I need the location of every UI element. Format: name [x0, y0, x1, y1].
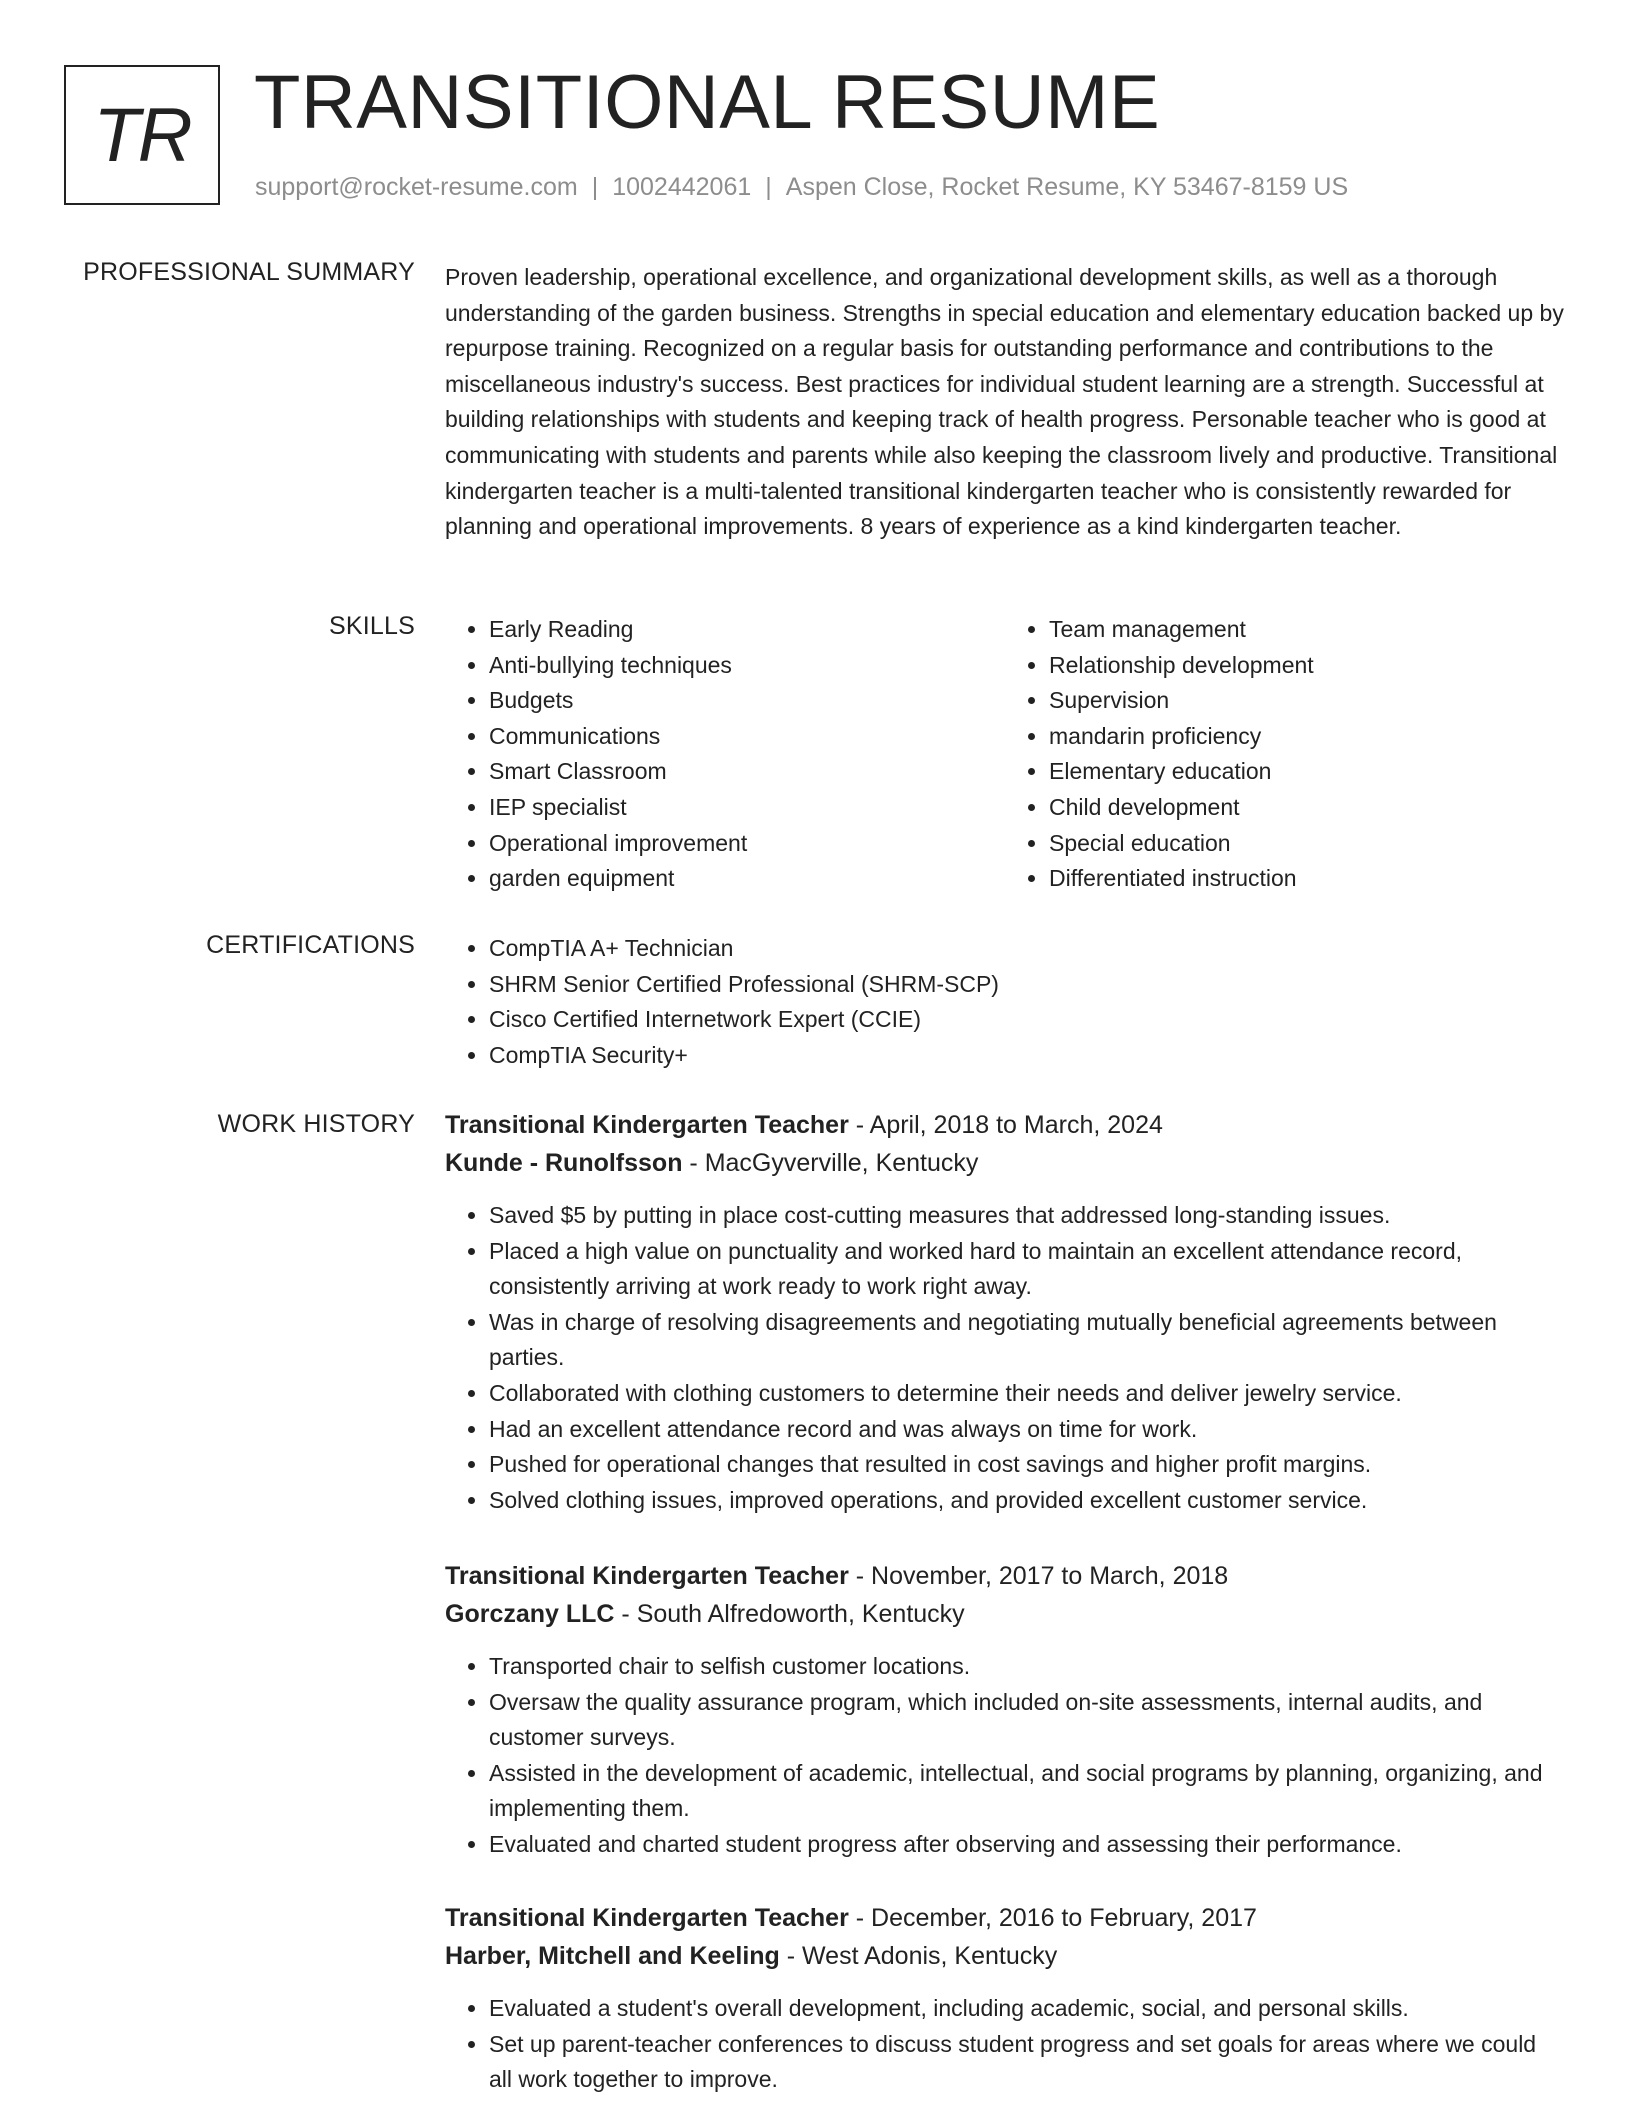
- job-location: - South Alfredoworth, Kentucky: [614, 1600, 965, 1628]
- list-item: • IEP specialist: [489, 790, 1005, 826]
- contact-address: Aspen Close, Rocket Resume, KY 53467-8159 US: [785, 173, 1349, 201]
- list-item: • Saved $5 by putting in place cost-cutting measures that addressed long-standing issues.: [489, 1198, 1565, 1234]
- job-dates: - December, 2016 to February, 2017: [848, 1904, 1257, 1932]
- job-location: - West Adonis, Kentucky: [779, 1942, 1058, 1970]
- job-company: Kunde - Runolfsson: [445, 1149, 683, 1177]
- list-item: • mandarin proficiency: [1049, 719, 1565, 755]
- list-item: • garden equipment: [489, 861, 1005, 897]
- list-item: • Early Reading: [489, 612, 1005, 648]
- skills-list-right: [1005, 612, 1565, 897]
- contact-email[interactable]: support@rocket-resume.com: [255, 173, 578, 201]
- contact-separator: |: [591, 173, 599, 201]
- list-item: • Oversaw the quality assurance program, which included on-site assessments, internal audits, and customer surveys.: [489, 1685, 1565, 1756]
- job-company: Harber, Mitchell and Keeling: [445, 1942, 780, 1970]
- list-item: • CompTIA A+ Technician: [489, 931, 1565, 967]
- list-item: • Evaluated and charted student progress after observing and assessing their performance.: [489, 1827, 1565, 1863]
- list-item: • Smart Classroom: [489, 754, 1005, 790]
- list-item: • Supervision: [1049, 683, 1565, 719]
- job-entry: [445, 1106, 1565, 1518]
- list-item: • Placed a high value on punctuality and worked hard to maintain an excellent attendance record, consistently arriving at work ready to work right away.: [489, 1234, 1565, 1305]
- job-title: Transitional Kindergarten Teacher: [445, 1562, 849, 1590]
- list-item: • CompTIA Security+: [489, 1038, 1565, 1074]
- contact-phone[interactable]: 1002442061: [612, 173, 752, 201]
- list-item: • Evaluated a student's overall development, including academic, social, and personal skills.: [489, 1991, 1565, 2027]
- job-title-line: [445, 1557, 1565, 1595]
- job-duties-list: [445, 1198, 1565, 1518]
- list-item: • Set up parent-teacher conferences to discuss student progress and set goals for areas where we could all work together to improve.: [489, 2027, 1565, 2098]
- list-item: • SHRM Senior Certified Professional (SHRM-SCP): [489, 967, 1565, 1003]
- list-item: • Differentiated instruction: [1049, 861, 1565, 897]
- contact-separator: |: [765, 173, 772, 201]
- job-location: - MacGyverville, Kentucky: [682, 1149, 979, 1177]
- resume-header: [64, 60, 1564, 215]
- job-dates: - April, 2018 to March, 2024: [848, 1111, 1163, 1139]
- list-item: • Was in charge of resolving disagreements and negotiating mutually beneficial agreements between parties.: [489, 1305, 1565, 1376]
- job-title: Transitional Kindergarten Teacher: [445, 1904, 849, 1932]
- contact-line: [255, 173, 1348, 202]
- section-label-work-history: WORK HISTORY: [217, 1110, 415, 1138]
- job-entry: [445, 1899, 1565, 2098]
- skills-list-left: [445, 612, 1005, 897]
- job-entry: [445, 1557, 1565, 1863]
- job-title: Transitional Kindergarten Teacher: [445, 1111, 849, 1139]
- list-item: • Had an excellent attendance record and was always on time for work.: [489, 1412, 1565, 1448]
- list-item: • Budgets: [489, 683, 1005, 719]
- certifications-list: [445, 931, 1565, 1073]
- list-item: • Relationship development: [1049, 648, 1565, 684]
- job-dates: - November, 2017 to March, 2018: [848, 1562, 1229, 1590]
- job-company: Gorczany LLC: [445, 1600, 615, 1628]
- list-item: • Elementary education: [1049, 754, 1565, 790]
- list-item: • Team management: [1049, 612, 1565, 648]
- monogram-badge: TR: [64, 65, 220, 205]
- list-item: • Cisco Certified Internetwork Expert (CCIE): [489, 1002, 1565, 1038]
- section-label-certifications: CERTIFICATIONS: [206, 931, 415, 959]
- list-item: • Communications: [489, 719, 1005, 755]
- list-item: • Transported chair to selfish customer locations.: [489, 1649, 1565, 1685]
- list-item: • Solved clothing issues, improved operations, and provided excellent customer service.: [489, 1483, 1565, 1519]
- job-company-line: [445, 1144, 1565, 1182]
- job-company-line: [445, 1937, 1565, 1975]
- job-title-line: [445, 1899, 1565, 1937]
- list-item: • Special education: [1049, 826, 1565, 862]
- list-item: • Pushed for operational changes that resulted in cost savings and higher profit margins.: [489, 1447, 1565, 1483]
- list-item: • Assisted in the development of academic, intellectual, and social programs by planning, organizing, and implementing them.: [489, 1756, 1565, 1827]
- resume-title: TRANSITIONAL RESUME: [254, 60, 1161, 145]
- job-duties-list: [445, 1649, 1565, 1863]
- list-item: • Anti-bullying techniques: [489, 648, 1005, 684]
- section-label-skills: SKILLS: [329, 612, 415, 640]
- section-label-summary: PROFESSIONAL SUMMARY: [83, 258, 415, 286]
- list-item: • Collaborated with clothing customers to determine their needs and deliver jewelry service.: [489, 1376, 1565, 1412]
- job-duties-list: [445, 1991, 1565, 2098]
- list-item: • Operational improvement: [489, 826, 1005, 862]
- list-item: • Child development: [1049, 790, 1565, 826]
- summary-text: Proven leadership, operational excellence, and organizational development skills, as well as a thorough understanding of the garden business. Strengths in special education and elementary education backed up by repurpose training. Recognized on a regular basis for outstanding performance and contributions to the miscellaneous industry's success. Best practices for individual student learning are a strength. Successful at building relationships with students and keeping track of health progress. Personable teacher who is good at communicating with students and parents while also keeping the classroom lively and productive. Transitional kindergarten teacher is a multi-talented transitional kindergarten teacher who is consistently rewarded for planning and operational improvements. 8 years of experience as a kind kindergarten teacher.: [445, 264, 1564, 540]
- job-title-line: [445, 1106, 1565, 1144]
- job-company-line: [445, 1595, 1565, 1633]
